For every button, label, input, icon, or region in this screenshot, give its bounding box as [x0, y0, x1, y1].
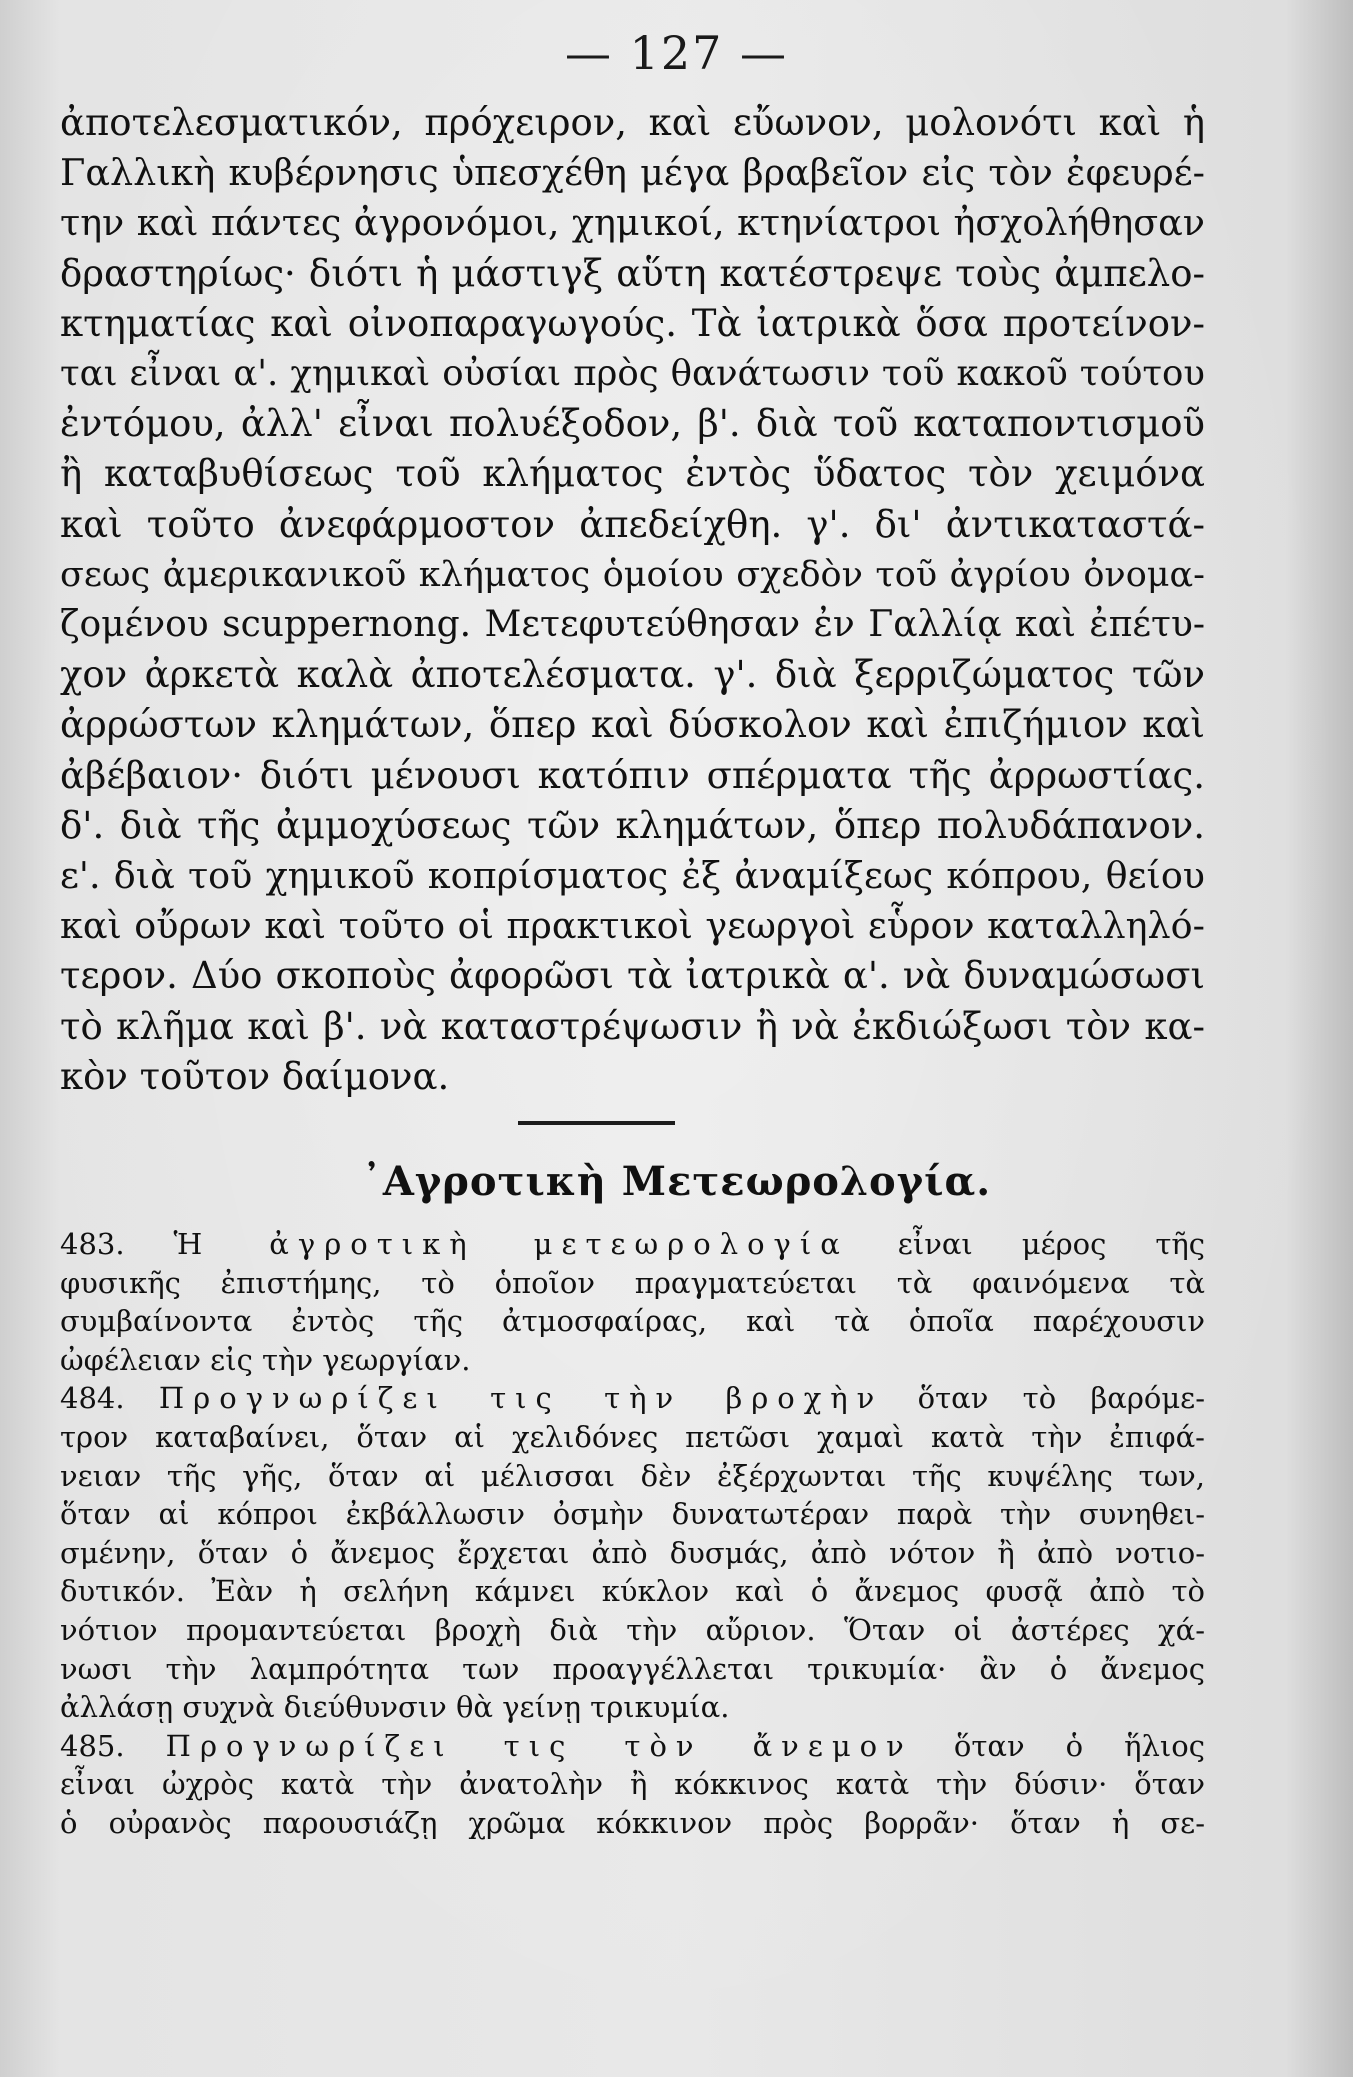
text-line: ὁ οὐρανὸς παρουσιάζῃ χρῶμα κόκκινον πρὸς βορρᾶν· ὅταν ἡ σε-	[60, 1805, 1205, 1840]
paragraph-483-lead	[60, 1225, 1205, 1264]
text-line: νότιον προμαντεύεται βροχὴ διὰ τὴν αὔριον. Ὅταν οἱ ἀστέρες χά-	[60, 1612, 1205, 1647]
text-line: ὠφέλειαν εἰς τὴν γεωργίαν.	[60, 1342, 471, 1377]
body-text-vine-disease	[60, 98, 1205, 1102]
text-line: τρον καταβαίνει, ὅταν αἱ χελιδόνες πετῶσι χαμαὶ κατὰ τὴν ἐπιφά-	[60, 1419, 1205, 1454]
page-number: — 127 —	[564, 26, 789, 80]
paragraph-lead-text: ὅταν ὁ ἥλιος	[912, 1728, 1205, 1763]
text-line: ὅταν αἱ κόπροι ἐκβάλλωσιν ὀσμὴν δυνατωτέραν παρὰ τὴν συνηθει-	[60, 1497, 1205, 1532]
text-line: κτηματίας καὶ οἰνοπαραγωγούς. Τὰ ἰατρικὰ ὅσα προτείνον-	[60, 301, 1205, 345]
paragraph-number: 483.	[60, 1227, 125, 1261]
text-line: σμένην, ὅταν ὁ ἄνεμος ἔρχεται ἀπὸ δυσμάς, ἀπὸ νότον ἢ ἀπὸ νοτιο-	[60, 1535, 1205, 1570]
text-line: δραστηρίως· διότι ἡ μάστιγξ αὕτη κατέστρεψε τοὺς ἀμπελο-	[60, 251, 1205, 295]
text-line: Γαλλικὴ κυβέρνησις ὑπεσχέθη μέγα βραβεῖον εἰς τὸν ἐφευρέ-	[60, 151, 1205, 195]
text-line: συμβαίνοντα ἐντὸς τῆς ἀτμοσφαίρας, καὶ τὰ ὁποῖα παρέχουσιν	[60, 1304, 1205, 1339]
text-line: ἀλλάσῃ συχνὰ διεύθυνσιν θὰ γείνῃ τρικυμία.	[60, 1690, 730, 1725]
section-heading: ᾿Αγροτικὴ Μετεωρολογία.	[361, 1158, 992, 1205]
paragraph-term: Ἡ ἀγροτικὴ μετεωρολογία	[173, 1227, 849, 1261]
text-line: σεως ἀμερικανικοῦ κλήματος ὁμοίου σχεδὸν τοῦ ἀγρίου ὀνομα-	[60, 554, 1205, 595]
paragraph-number: 485.	[60, 1728, 125, 1763]
text-line: τὸ κλῆμα καὶ β'. νὰ καταστρέψωσιν ἢ νὰ ἐκδιώξωσι τὸν κα-	[60, 1004, 1205, 1048]
text-line: ἢ καταβυθίσεως τοῦ κλήματος ἐντὸς ὕδατος τὸν χειμόνα	[60, 452, 1205, 496]
text-line: νωσι τὴν λαμπρότητα των προαγγέλλεται τρικυμία· ἂν ὁ ἄνεμος	[60, 1651, 1205, 1686]
text-line: δ'. διὰ τῆς ἀμμοχύσεως τῶν κλημάτων, ὅπερ πολυδάπανον.	[60, 803, 1205, 847]
paragraph-484-lead	[60, 1379, 1205, 1418]
text-line: τερον. Δύο σκοποὺς ἀφορῶσι τὰ ἰατρικὰ α'. νὰ δυναμώσωσι	[60, 954, 1205, 998]
text-line: καὶ τοῦτο ἀνεφάρμοστον ἀπεδείχθη. γ'. δι' ἀντικαταστά-	[60, 502, 1205, 546]
paragraph-term: Προγνωρίζει τις τὴν βροχὴν	[158, 1381, 884, 1416]
paragraph-term: Προγνωρίζει τις τὸν ἄνεμον	[165, 1728, 913, 1763]
text-line: φυσικῆς ἐπιστήμης, τὸ ὁποῖον πραγματεύεται τὰ φαινόμενα τὰ	[60, 1265, 1205, 1300]
text-line: νειαν τῆς γῆς, ὅταν αἱ μέλισσαι δὲν ἐξέρχωνται τῆς κυψέλης των,	[60, 1458, 1205, 1493]
text-line: καὶ οὔρων καὶ τοῦτο οἱ πρακτικοὶ γεωργοὶ εὗρον καταλληλό-	[60, 904, 1205, 948]
text-line: εἶναι ὠχρὸς κατὰ τὴν ἀνατολὴν ἢ κόκκινος κατὰ τὴν δύσιν· ὅταν	[60, 1767, 1205, 1802]
text-line: ε'. διὰ τοῦ χημικοῦ κοπρίσματος ἐξ ἀναμίξεως κόπρου, θείου	[60, 854, 1205, 898]
text-line: την καὶ πάντες ἀγρονόμοι, χημικοί, κτηνίατροι ἠσχολήθησαν	[60, 201, 1205, 245]
text-line: χον ἀρκετὰ καλὰ ἀποτελέσματα. γ'. διὰ ξερριζώματος τῶν	[60, 653, 1205, 697]
paragraph-number: 484.	[60, 1381, 125, 1416]
paragraph-lead-text: εἶναι μέρος τῆς	[848, 1227, 1205, 1261]
text-line: ἀποτελεσματικόν, πρόχειρον, καὶ εὔωνον, μολονότι καὶ ἡ	[60, 101, 1205, 144]
text-line: κὸν τοῦτον δαίμονα.	[60, 1054, 450, 1098]
paragraph-485-lead	[60, 1727, 1205, 1766]
paragraph-lead-text: ὅταν τὸ βαρόμε-	[883, 1381, 1205, 1416]
text-line: ζομένου scuppernong. Μετεφυτεύθησαν ἐν Γαλλίᾳ καὶ ἐπέτυ-	[60, 604, 1205, 646]
text-line: ἐντόμου, ἀλλ' εἶναι πολυέξοδον, β'. διὰ τοῦ καταποντισμοῦ	[60, 402, 1205, 446]
section-divider	[518, 1121, 675, 1125]
text-line: δυτικόν. Ἐὰν ἡ σελήνη κάμνει κύκλον καὶ ὁ ἄνεμος φυσᾷ ἀπὸ τὸ	[60, 1574, 1205, 1609]
text-line: ἀβέβαιον· διότι μένουσι κατόπιν σπέρματα τῆς ἀρρωστίας.	[60, 753, 1205, 797]
body-text-meteorology	[60, 1225, 1205, 1843]
text-line: ἀρρώστων κλημάτων, ὅπερ καὶ δύσκολον καὶ ἐπιζήμιον καὶ	[60, 703, 1205, 747]
text-line: ται εἶναι α'. χημικαὶ οὐσίαι πρὸς θανάτωσιν τοῦ κακοῦ τούτου	[60, 353, 1205, 395]
